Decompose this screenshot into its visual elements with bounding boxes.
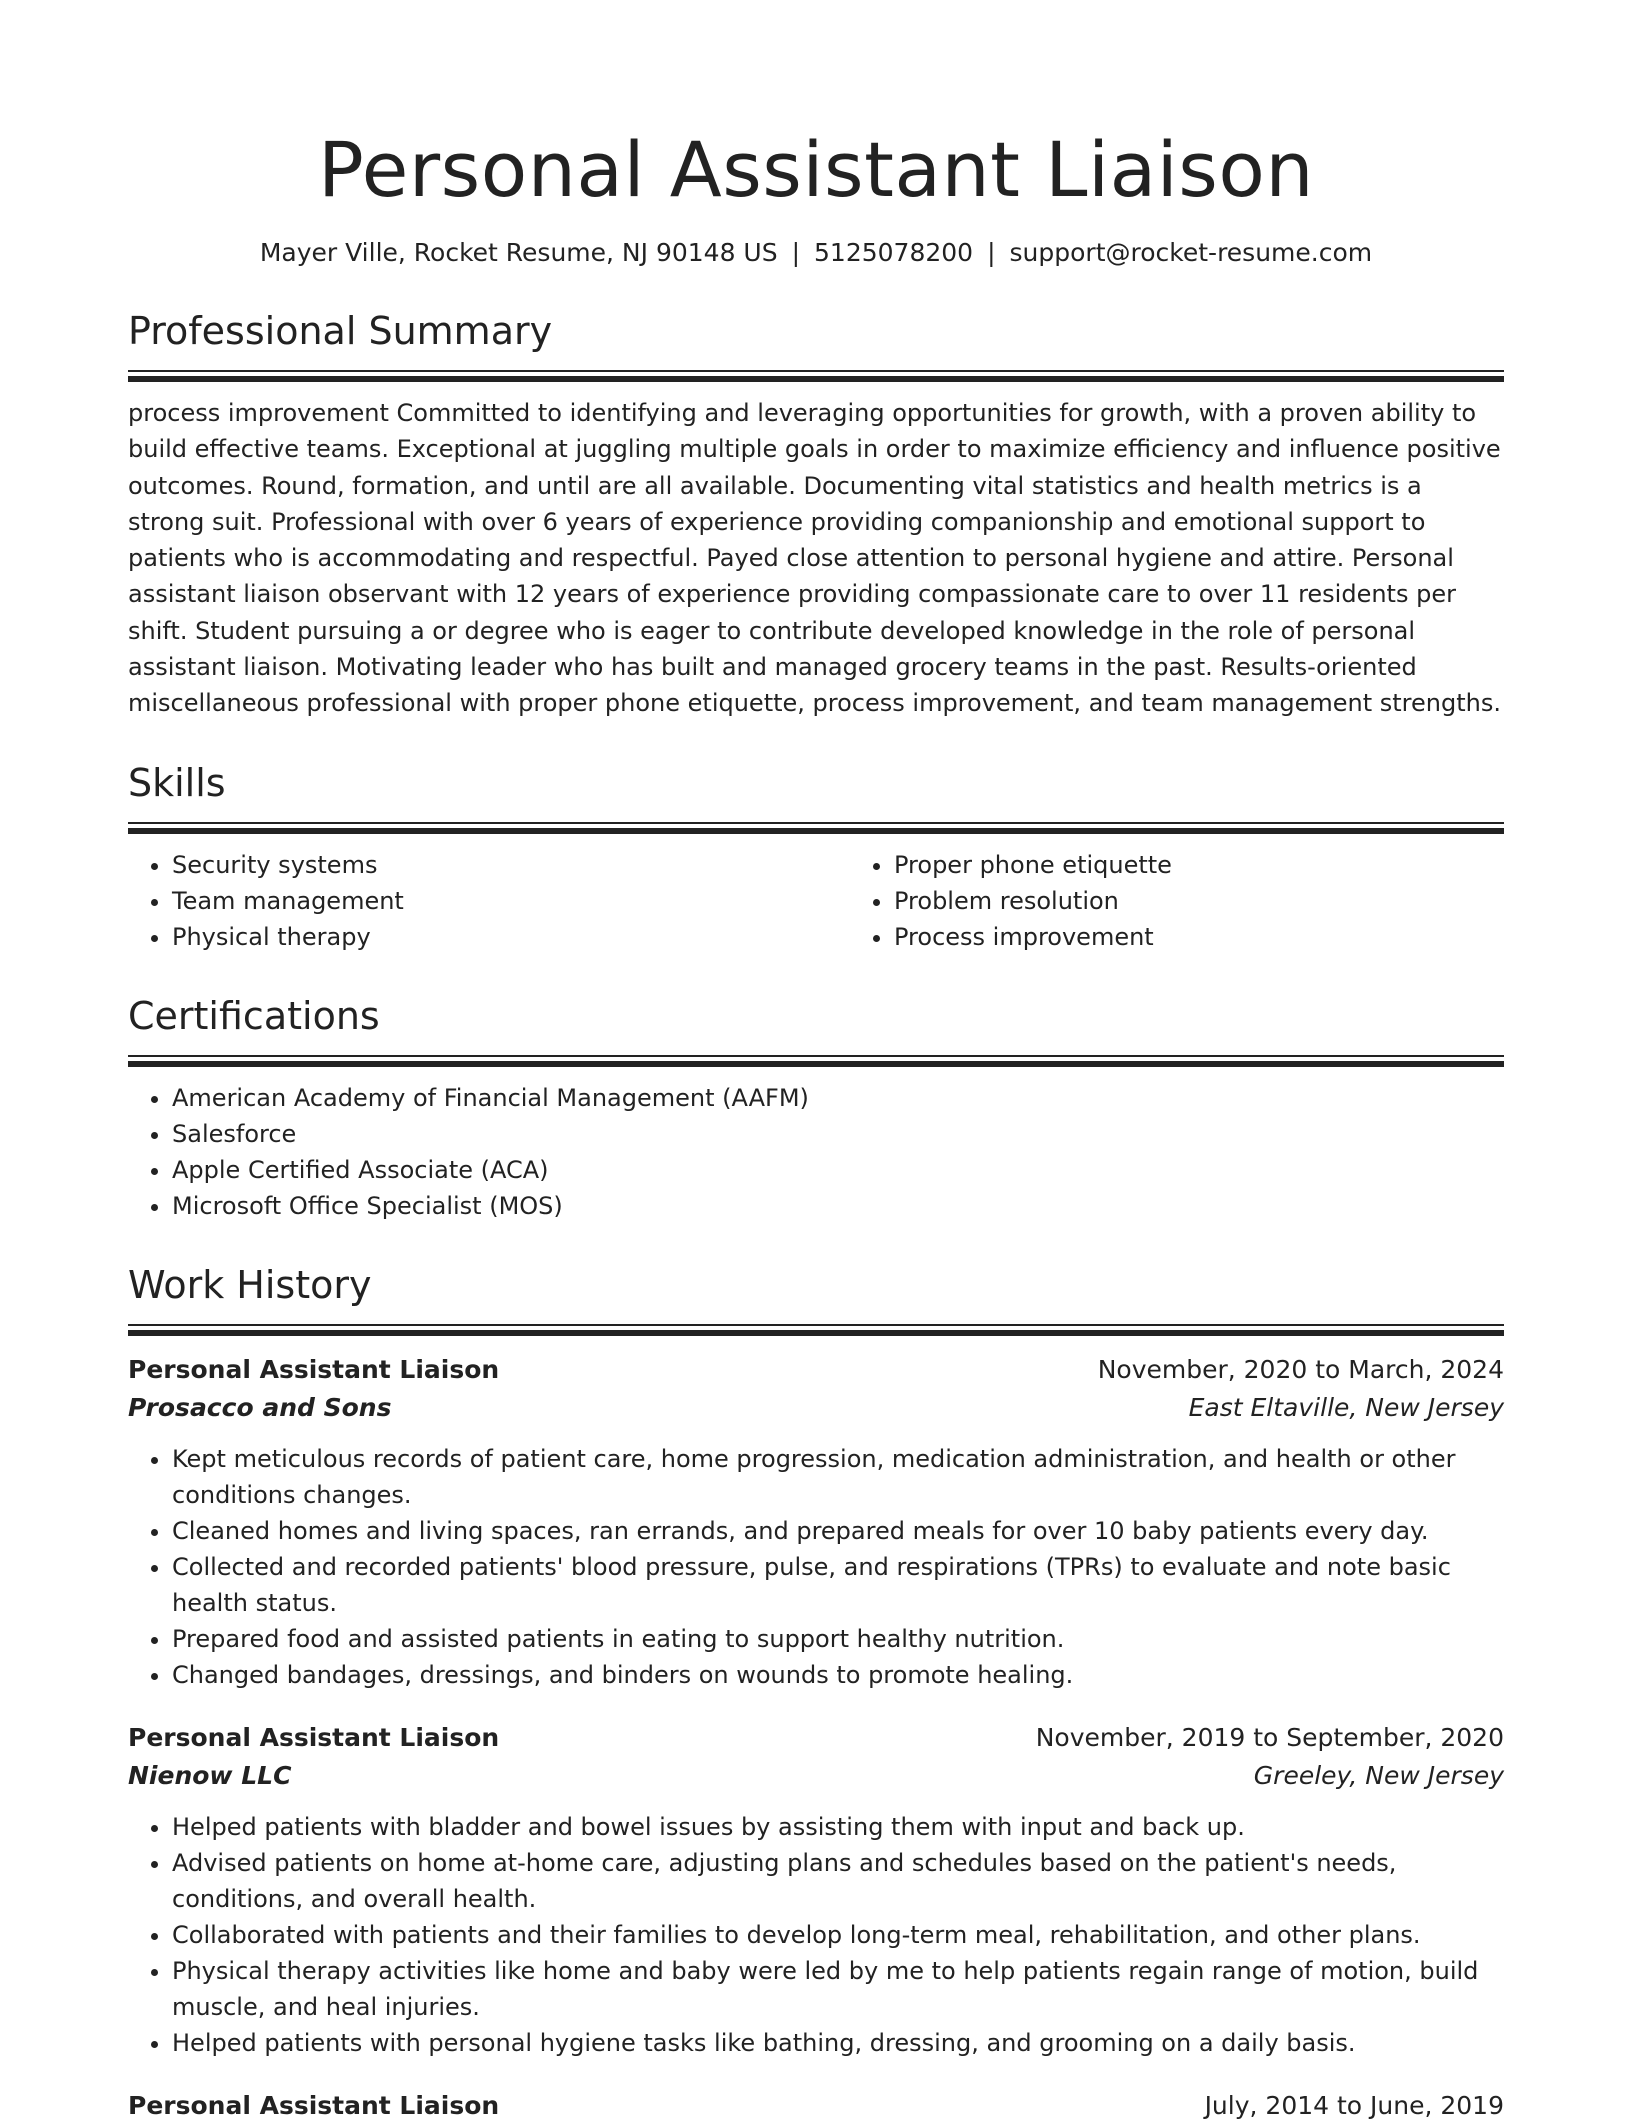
certification-item: • Apple Certified Associate (ACA) — [172, 1152, 1504, 1188]
job-entry — [128, 1351, 1504, 1693]
job-header-row — [128, 1351, 1504, 1389]
section-divider — [128, 1055, 1504, 1066]
job-bullet: • Prepared food and assisted patients in eating to support healthy nutrition. — [172, 1621, 1504, 1657]
job-title: Personal Assistant Liaison — [128, 2090, 500, 2120]
section-title-summary: Professional Summary — [128, 309, 553, 353]
job-title: Personal Assistant Liaison — [128, 1354, 500, 1384]
skill-item: • Process improvement — [894, 919, 1572, 955]
job-location: East Eltaville, New Jersey — [1188, 1392, 1504, 1422]
job-company-row — [128, 1389, 1504, 1427]
skill-item: • Physical therapy — [172, 919, 850, 955]
skills-list — [128, 847, 1504, 955]
job-dates: November, 2020 to March, 2024 — [1097, 1354, 1504, 1384]
job-bullet: • Physical therapy activities like home and baby were led by me to help patients regain range of motion, build muscle, and heal injuries. — [172, 1953, 1504, 2025]
job-dates: July, 2014 to June, 2019 — [1204, 2090, 1504, 2120]
section-divider — [128, 822, 1504, 833]
skill-item: • Proper phone etiquette — [894, 847, 1572, 883]
section-title-skills: Skills — [128, 760, 226, 805]
skill-item: • Team management — [172, 883, 850, 919]
certification-item: • American Academy of Financial Management (AAFM) — [172, 1080, 1504, 1116]
resume-page — [128, 0, 1504, 2125]
job-header-row — [128, 2087, 1504, 2125]
section-divider — [128, 370, 1504, 381]
job-company: Nienow LLC — [128, 1760, 292, 1790]
job-bullet: • Cleaned homes and living spaces, ran errands, and prepared meals for over 10 baby patients every day. — [172, 1513, 1504, 1549]
job-bullet: • Advised patients on home at-home care, adjusting plans and schedules based on the patient's needs, conditions, and overall health. — [172, 1845, 1504, 1917]
contact-address: Mayer Ville, Rocket Resume, NJ 90148 US — [259, 238, 778, 267]
job-title: Personal Assistant Liaison — [128, 1722, 500, 1752]
job-company: Prosacco and Sons — [128, 1392, 392, 1422]
summary-text: process improvement Committed to identifying and leveraging opportunities for growth, with a proven ability to build effective teams. Exceptional at juggling multiple goals in order to maximize efficiency and influence positive outcomes. Round, formation, and until are all available. Documenting vital statistics and health metrics is a strong suit. Professional with over 6 years of experience providing companionship and emotional support to patients who is accommodating and respectful. Payed close attention to personal hygiene and attire. Personal assistant liaison observant with 12 years of experience providing compassionate care to over 11 residents per shift. Student pursuing a or degree who is eager to contribute developed knowledge in the role of personal assistant liaison. Motivating leader who has built and managed grocery teams in the past. Results-oriented miscellaneous professional with proper phone etiquette, process improvement, and team management strengths. — [128, 399, 1501, 718]
job-bullet: • Kept meticulous records of patient care, home progression, medication administration, and health or other conditions changes. — [172, 1441, 1504, 1513]
job-header-row — [128, 1719, 1504, 1757]
resume-name: Personal Assistant Liaison — [317, 125, 1315, 214]
job-entry — [128, 2087, 1504, 2125]
skill-item: • Problem resolution — [894, 883, 1572, 919]
certification-item: • Microsoft Office Specialist (MOS) — [172, 1188, 1504, 1224]
job-bullets — [128, 1809, 1504, 2061]
job-location: Greeley, New Jersey — [1253, 1760, 1504, 1790]
job-company-row — [128, 1757, 1504, 1795]
job-entry — [128, 1719, 1504, 2061]
contact-email: support@rocket-resume.com — [1009, 238, 1373, 267]
skills-column-left — [128, 847, 850, 955]
section-title-certifications: Certifications — [128, 993, 380, 1038]
contact-separator: | — [987, 238, 996, 267]
job-dates: November, 2019 to September, 2020 — [1035, 1722, 1504, 1752]
job-bullet: • Helped patients with bladder and bowel issues by assisting them with input and back up. — [172, 1809, 1504, 1845]
job-bullet: • Helped patients with personal hygiene tasks like bathing, dressing, and grooming on a daily basis. — [172, 2025, 1504, 2061]
section-divider — [128, 1324, 1504, 1335]
job-bullet: • Collected and recorded patients' blood pressure, pulse, and respirations (TPRs) to evaluate and note basic health status. — [172, 1549, 1504, 1621]
job-bullet: • Changed bandages, dressings, and binders on wounds to promote healing. — [172, 1657, 1504, 1693]
certification-item: • Salesforce — [172, 1116, 1504, 1152]
skill-item: • Security systems — [172, 847, 850, 883]
contact-phone: 5125078200 — [814, 238, 974, 267]
section-title-work-history: Work History — [128, 1262, 372, 1307]
job-bullet: • Collaborated with patients and their families to develop long-term meal, rehabilitation, and other plans. — [172, 1917, 1504, 1953]
certifications-list — [128, 1080, 1504, 1224]
skills-column-right — [850, 847, 1572, 955]
contact-line — [128, 236, 1504, 270]
contact-separator: | — [791, 238, 801, 267]
job-bullets — [128, 1441, 1504, 1693]
